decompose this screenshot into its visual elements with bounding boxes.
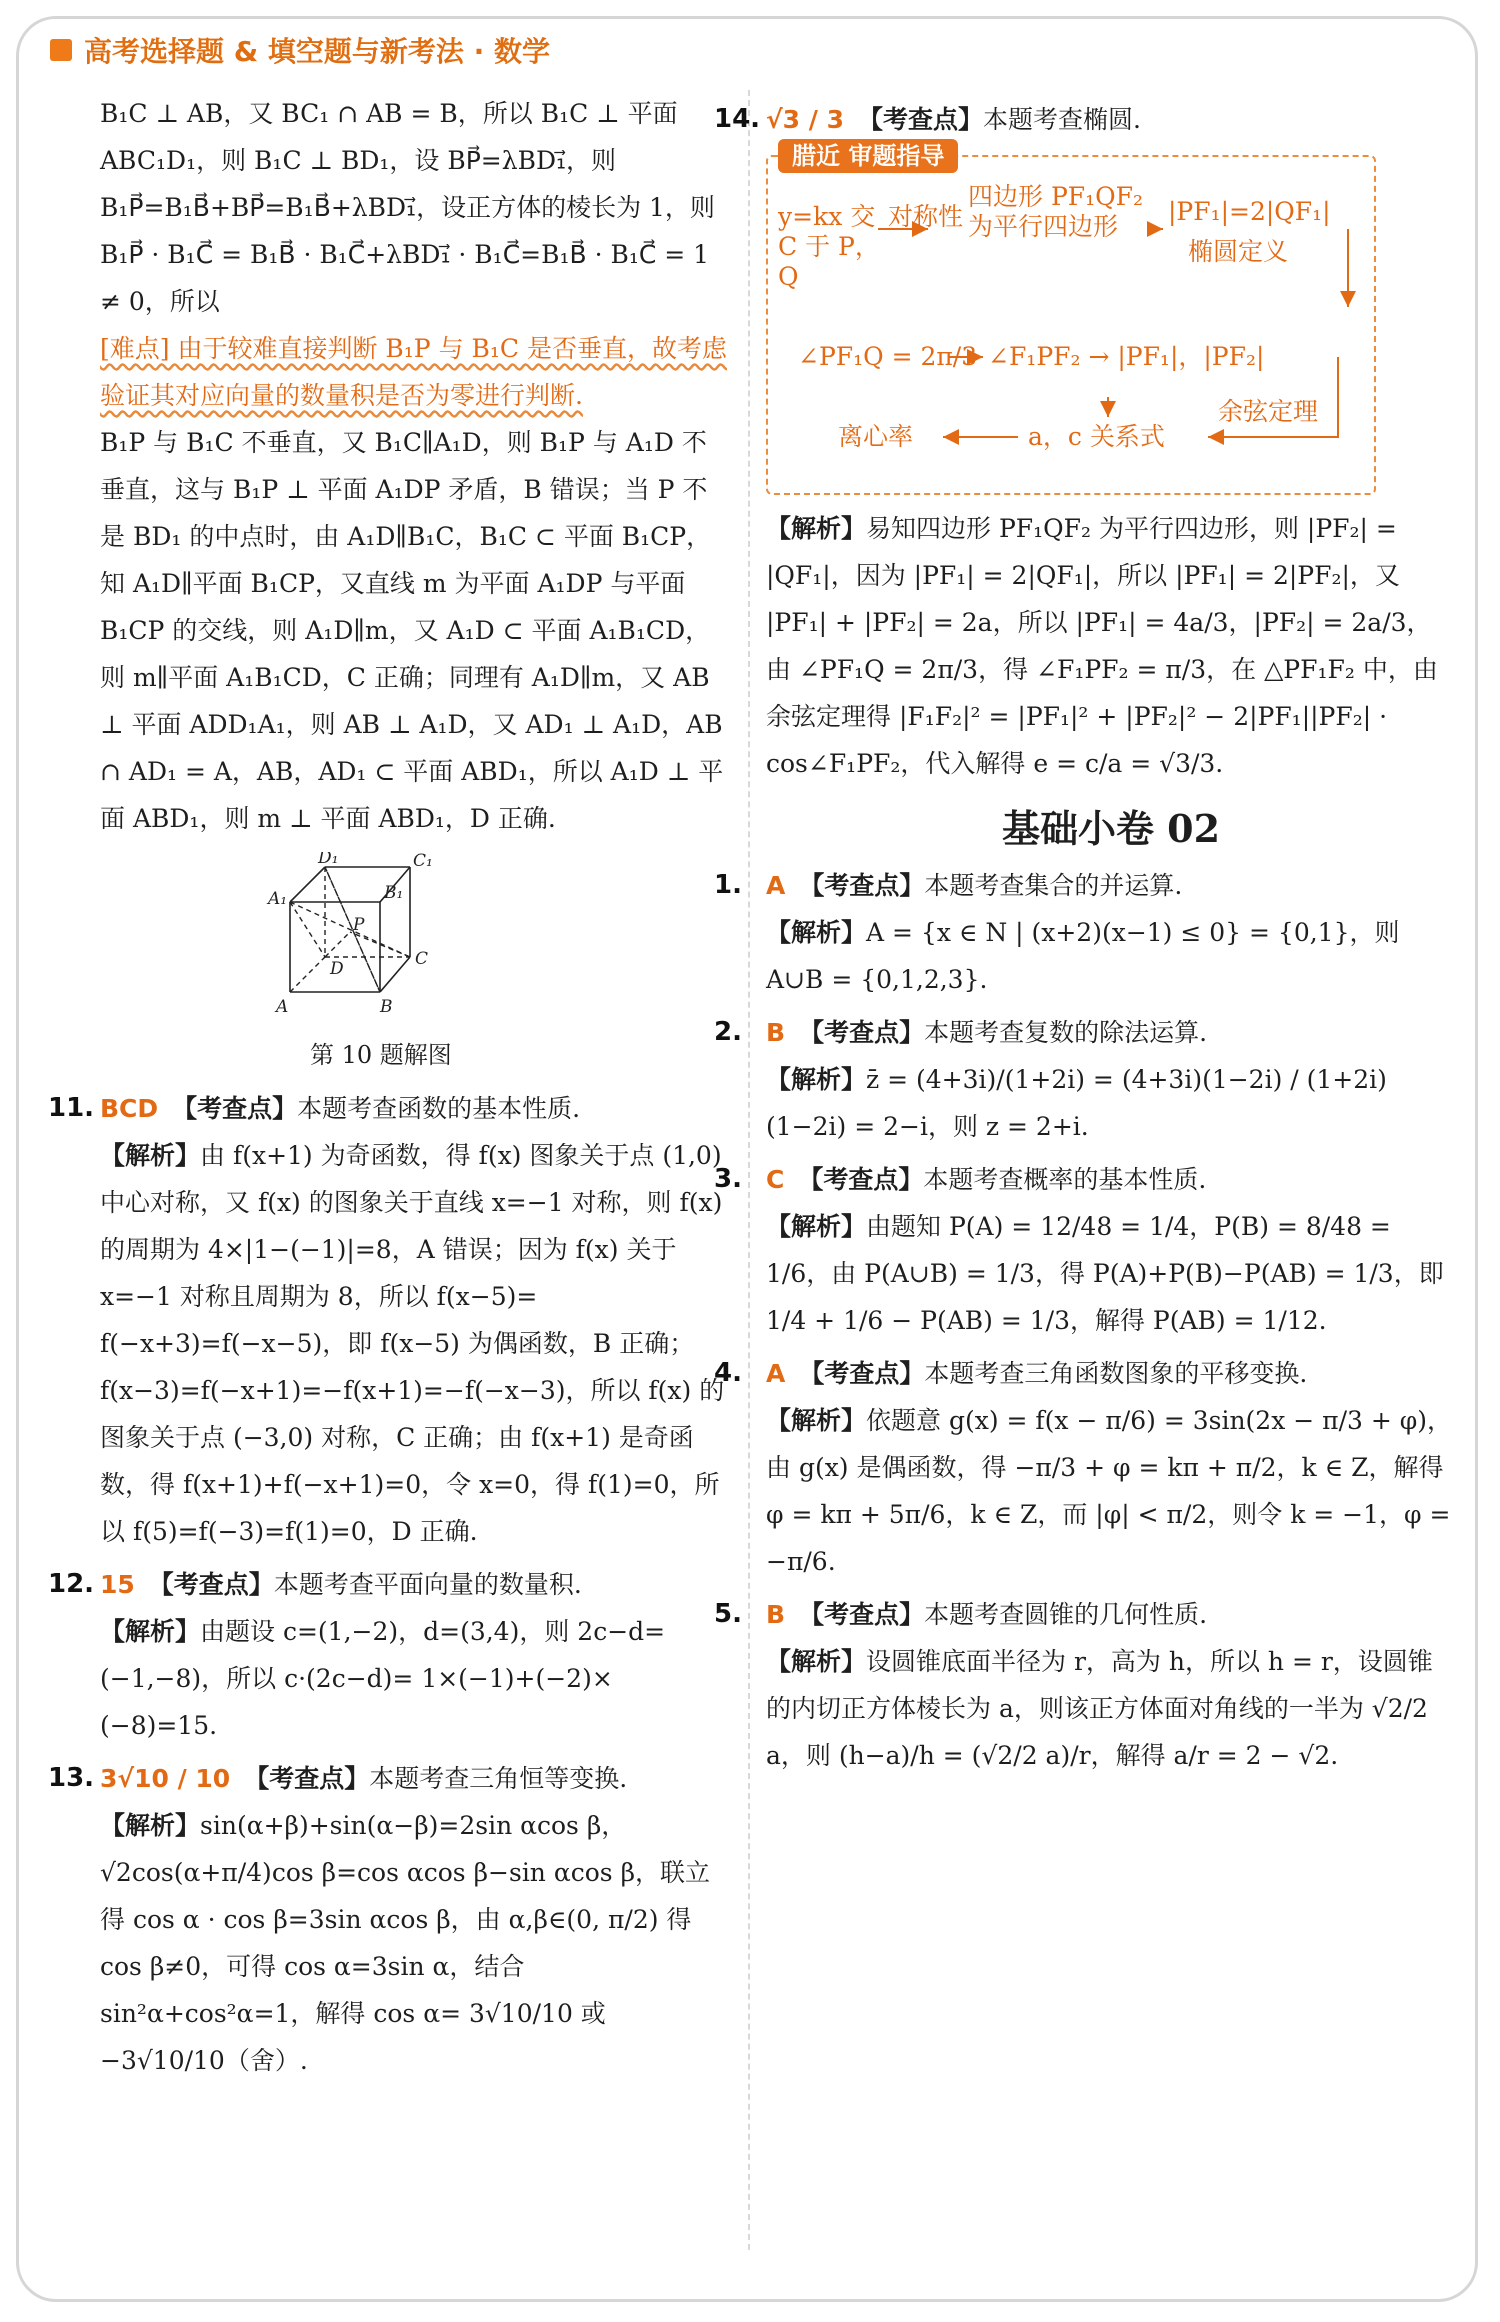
tag-jiexi: 【解析】 [766, 1406, 867, 1435]
question-1 [714, 862, 1456, 1003]
tag-kaochadian: 【考查点】 [799, 871, 925, 900]
question-number: 13. [48, 1763, 95, 1793]
question-number: 1. [714, 870, 742, 900]
solution-text: sin(α+β)+sin(α−β)=2sin αcos β，√2cos(α+π/4)cos β=cos αcos β−sin αcos β，联立得 cos α · cos β=3sin αcos β，由 α,β∈(0, π/2) 得 cos β≠0，可得 cos α=3sin α，结合 sin²α+cos²α=1，解得 cos α= 3√10/10 或 −3√10/10（舍）. [100, 1811, 711, 2075]
solution-text: 由 f(x+1) 为奇函数，得 f(x) 图象关于点 (1,0) 中心对称，又 f(x) 的图象关于直线 x=−1 对称，则 f(x) 的周期为 4×|1−(−1)|=8，A 错误；因为 f(x) 关于 x=−1 对称且周期为 8，所以 f(x−5)= f(−x+3)=f(−x−5)，即 f(x−5) 为偶函数，B 正确；f(x−3)=f(−x+1)=−f(x+1)=−f(−x−3)，所以 f(x) 的图象关于点 (−3,0) 对称，C 正确；由 f(x+1) 是奇函数，得 f(x+1)+f(−x+1)=0，令 x=0，得 f(1)=0，所以 f(5)=f(−3)=f(1)=0，D 正确. [100, 1141, 725, 1546]
label-d1: D₁ [318, 852, 339, 868]
guide-node-relation: a，c 关系式 [1028, 422, 1165, 451]
question-number: 2. [714, 1017, 742, 1047]
question-number: 14. [714, 104, 761, 134]
label-b1: B₁ [384, 883, 404, 903]
tag-kaochadian: 【考查点】 [799, 1359, 925, 1388]
topic: 本题考查概率的基本性质. [923, 1165, 1207, 1194]
tag-jiexi: 【解析】 [100, 1617, 201, 1646]
cube-figure [250, 852, 510, 1032]
question-4 [714, 1350, 1456, 1585]
question-14 [714, 96, 1456, 787]
tag-kaochadian: 【考查点】 [148, 1570, 274, 1599]
question-12 [48, 1561, 730, 1749]
figure-caption: 第 10 题解图 [310, 1041, 452, 1069]
label-a1: A₁ [268, 889, 288, 909]
guide-node-eccentricity: 离心率 [838, 422, 914, 451]
answer: B [766, 1018, 786, 1047]
question-number: 12. [48, 1569, 95, 1599]
difficulty-note: [难点] 由于较难直接判断 B₁P 与 B₁C 是否垂直，故考虑验证其对应向量的数量积是否为零进行判断. [100, 334, 727, 410]
question-number: 4. [714, 1358, 742, 1388]
question-3 [714, 1156, 1456, 1344]
topic: 本题考查复数的除法运算. [924, 1018, 1208, 1047]
tag-kaochadian: 【考查点】 [799, 1018, 925, 1047]
solution-text: z̄ = (4+3i)/(1+2i) = (4+3i)(1−2i) / (1+2i)(1−2i) = 2−i，则 z = 2+i. [766, 1065, 1387, 1141]
topic: 本题考查集合的并运算. [924, 871, 1183, 900]
answer: C [766, 1165, 785, 1194]
answer: A [766, 871, 786, 900]
guide-node-lengths: ∠F₁PF₂ → |PF₁|，|PF₂| [988, 342, 1265, 371]
guide-node-angle: ∠PF₁Q = 2π/3 [798, 342, 978, 371]
question-2 [714, 1009, 1456, 1150]
right-column [714, 90, 1456, 1779]
solution-text: A = {x ∈ N | (x+2)(x−1) ≤ 0} = {0,1}，则 A∪B = {0,1,2,3}. [766, 918, 1400, 994]
guide-edge-cosine: 余弦定理 [1218, 397, 1319, 426]
guide-node-ratio: |PF₁|=2|QF₁| [1168, 197, 1331, 226]
guide-node-intersection: y=kx 交 C 于 P，Q [778, 202, 880, 291]
left-column [48, 90, 730, 2084]
tag-kaochadian: 【考查点】 [172, 1094, 298, 1123]
label-d: D [330, 959, 344, 979]
answer: 3√10 / 10 [100, 1764, 231, 1793]
topic: 本题考查圆锥的几何性质. [924, 1600, 1208, 1629]
topic: 本题考查三角恒等变换. [369, 1764, 628, 1793]
guide-badge: 腊近 审题指导 [778, 139, 958, 173]
question-number: 3. [714, 1164, 742, 1194]
answer: √3 / 3 [766, 105, 845, 134]
tag-kaochadian: 【考查点】 [858, 105, 984, 134]
solution-text: 易知四边形 PF₁QF₂ 为平行四边形，则 |PF₂| = |QF₁|，因为 |PF₁| = 2|QF₁|，所以 |PF₁| = 2|PF₂|，又 |PF₁| + |PF₂| = 2a，所以 |PF₁| = 4a/3，|PF₂| = 2a/3，由 ∠PF₁Q = 2π/3，得 ∠F₁PF₂ = π/3，在 △PF₁F₂ 中，由余弦定理得 |F₁F₂|² = |PF₁|² + |PF₂|² − 2|PF₁||PF₂| · cos∠F₁PF₂，代入解得 e = c/a = √3/3. [766, 514, 1438, 778]
solution-text: 由题知 P(A) = 12/48 = 1/4，P(B) = 8/48 = 1/6，由 P(A∪B) = 1/3，得 P(A)+P(B)−P(AB) = 1/3，即 1/4 + 1/6 − P(AB) = 1/3，解得 P(AB) = 1/12. [766, 1212, 1444, 1335]
solution-text: 由题设 c=(1,−2)，d=(3,4)，则 2c−d= (−1,−8)，所以 c·(2c−d)= 1×(−1)+(−2)× (−8)=15. [100, 1617, 666, 1740]
tag-jiexi: 【解析】 [766, 1065, 867, 1094]
question-5 [714, 1591, 1456, 1779]
topic: 本题考查平面向量的数量积. [273, 1570, 582, 1599]
label-a: A [276, 997, 289, 1017]
page-header [50, 30, 550, 70]
guide-node-parallelogram: 四边形 PF₁QF₂ 为平行四边形 [968, 182, 1144, 241]
question-number: 11. [48, 1093, 95, 1123]
solution-text: 依题意 g(x) = f(x − π/6) = 3sin(2x − π/3 + φ)，由 g(x) 是偶函数，得 −π/3 + φ = kπ + π/2，k ∈ Z，解得 φ = kπ + 5π/6，k ∈ Z，而 |φ| < π/2，则令 k = −1，φ = −π/6. [766, 1406, 1453, 1576]
tag-jiexi: 【解析】 [100, 1811, 201, 1840]
topic: 本题考查椭圆. [983, 105, 1141, 134]
tag-jiexi: 【解析】 [766, 1212, 867, 1241]
guide-edge-ellipse-def: 椭圆定义 [1188, 237, 1289, 266]
answer: A [766, 1359, 786, 1388]
answer: B [766, 1600, 786, 1629]
guide-edge-symmetry: 对称性 [888, 202, 964, 231]
tag-jiexi: 【解析】 [766, 918, 867, 947]
label-p: P [353, 915, 365, 935]
q10-continuation: B₁C ⊥ AB，又 BC₁ ∩ AB = B，所以 B₁C ⊥ 平面 ABC₁D₁，则 B₁C ⊥ BD₁，设 BP⃗=λBD₁⃗，则 B₁P⃗=B₁B⃗+BP⃗=B₁B⃗+λBD₁⃗，设正方体的棱长为 1，则 B₁P⃗ · B₁C⃗ = B₁B⃗ · B₁C⃗+λBD₁⃗ · B₁C⃗=B₁B⃗ · B₁C⃗ = 1 ≠ 0，所以 [100, 99, 715, 316]
tag-kaochadian: 【考查点】 [798, 1165, 924, 1194]
tag-jiexi: 【解析】 [766, 514, 867, 543]
header-mark-icon [50, 39, 72, 61]
answer: 15 [100, 1570, 135, 1599]
question-13 [48, 1755, 730, 2084]
section-title: 基础小卷 02 [1001, 806, 1221, 851]
question-number: 5. [714, 1599, 742, 1629]
question-11 [48, 1085, 730, 1555]
tag-kaochadian: 【考查点】 [799, 1600, 925, 1629]
review-guide-box [766, 142, 1376, 495]
tag-jiexi: 【解析】 [100, 1141, 201, 1170]
header-title: 高考选择题 & 填空题与新考法 · 数学 [84, 35, 551, 68]
topic: 本题考查函数的基本性质. [297, 1094, 581, 1123]
label-c: C [415, 949, 429, 969]
solution-text: 设圆锥底面半径为 r，高为 h，所以 h = r，设圆锥的内切正方体棱长为 a，则该正方体面对角线的一半为 √2/2 a，则 (h−a)/h = (√2/2 a)/r，解得 a/r = 2 − √2. [766, 1647, 1433, 1770]
tag-kaochadian: 【考查点】 [244, 1764, 370, 1793]
answer: BCD [100, 1094, 159, 1123]
tag-jiexi: 【解析】 [766, 1647, 867, 1676]
q10-conclusion: B₁P 与 B₁C 不垂直，又 B₁C∥A₁D，则 B₁P 与 A₁D 不垂直，这与 B₁P ⊥ 平面 A₁DP 矛盾，B 错误；当 P 不是 BD₁ 的中点时，由 A₁D∥B₁C，B₁C ⊂ 平面 B₁CP，知 A₁D∥平面 B₁CP，又直线 m 为平面 A₁DP 与平面 B₁CP 的交线，则 A₁D∥m，又 A₁D ⊂ 平面 A₁B₁CD，则 m∥平面 A₁B₁CD，C 正确；同理有 A₁D∥m，又 AB ⊥ 平面 ADD₁A₁，则 AB ⊥ A₁D，又 AD₁ ⊥ A₁D，AB ∩ AD₁ = A，AB，AD₁ ⊂ 平面 ABD₁，所以 A₁D ⊥ 平面 ABD₁，则 m ⊥ 平面 ABD₁，D 正确. [100, 428, 724, 833]
topic: 本题考查三角函数图象的平移变换. [924, 1359, 1308, 1388]
label-c1: C₁ [413, 852, 433, 871]
label-b: B [380, 997, 393, 1017]
